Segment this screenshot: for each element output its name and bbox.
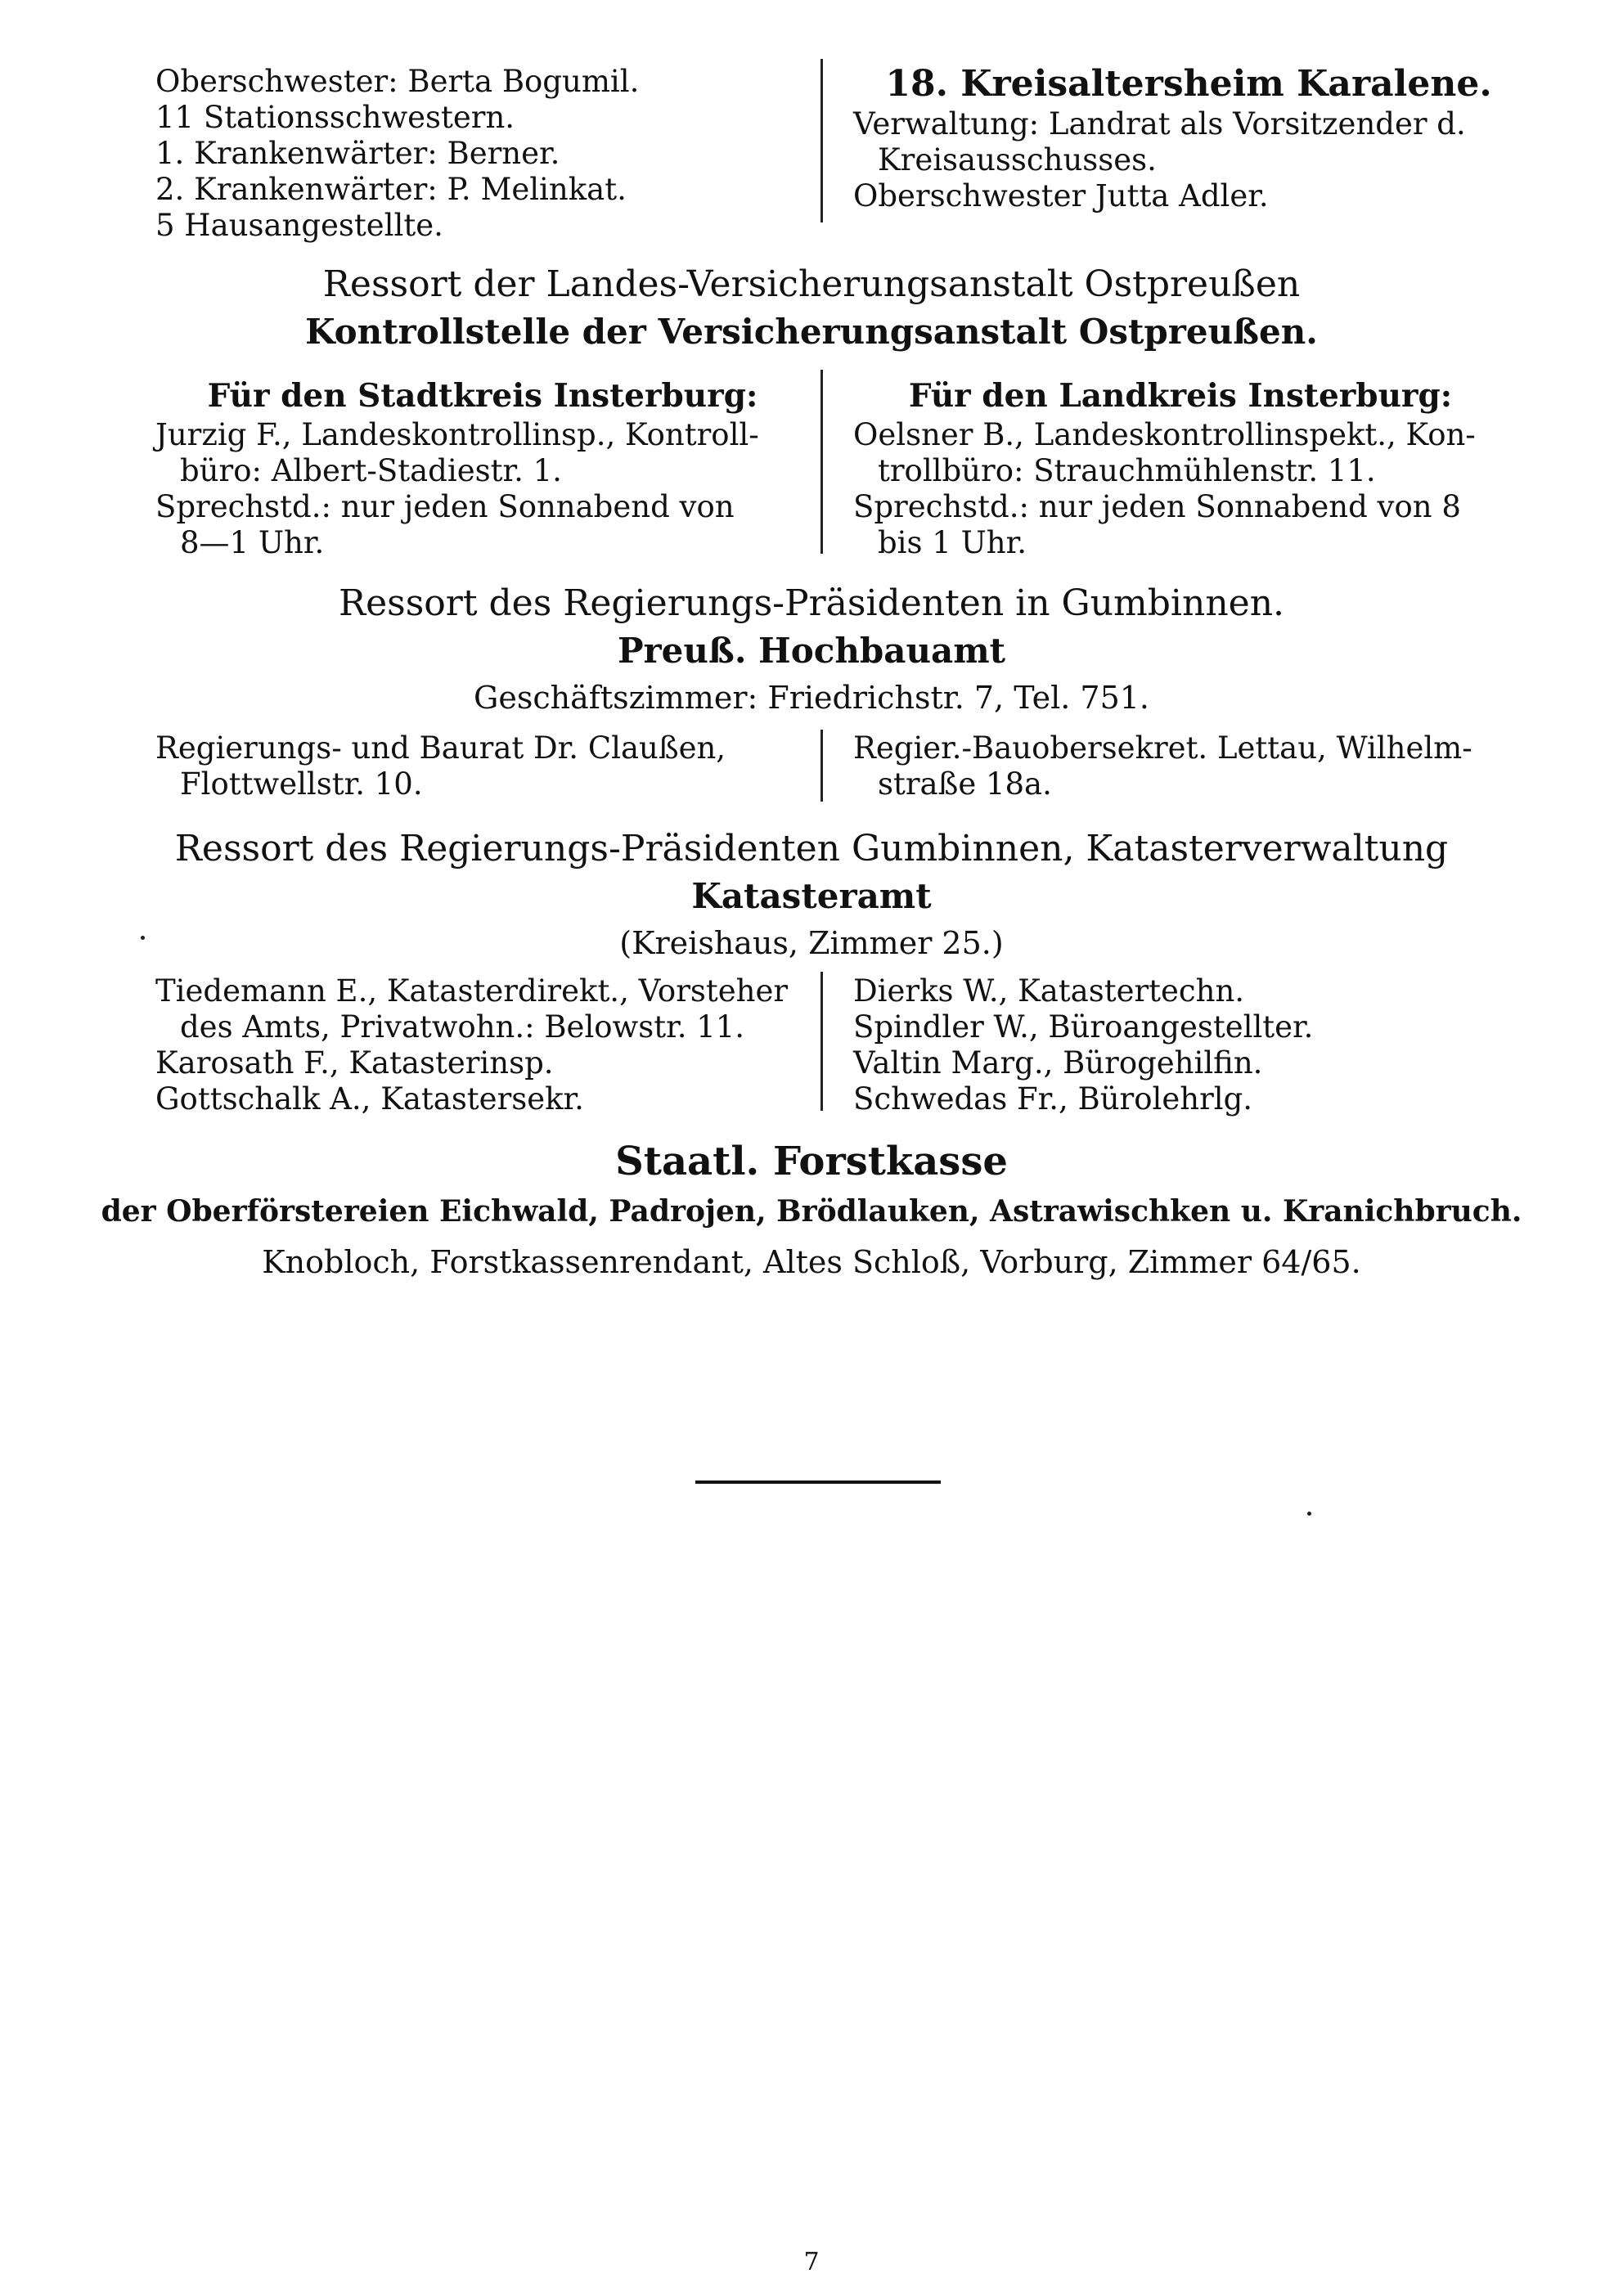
section1-right-heading: Für den Landkreis Insterburg:: [908, 377, 1453, 415]
section2-title: Preuß. Hochbauamt: [617, 631, 1006, 671]
section3-ressort: Ressort des Regierungs-Präsidenten Gumbinnen, Katasterverwaltung: [174, 828, 1449, 869]
section1-left-column: [155, 417, 802, 561]
column-divider: [820, 972, 823, 1111]
section4-line: Knobloch, Forstkassenrendant, Altes Schloß, Vorburg, Zimmer 64/65.: [262, 1244, 1361, 1280]
text-line: Jurzig F., Landeskontrollinsp., Kontroll-: [155, 417, 759, 452]
text-line: 5 Hausangestellte.: [155, 208, 443, 243]
text-line: des Amts, Privatwohn.: Belowstr. 11.: [180, 1009, 745, 1045]
section2-ressort: Ressort des Regierungs-Präsidenten in Gumbinnen.: [338, 582, 1285, 624]
section3-right-column: [853, 973, 1508, 1117]
text-line: straße 18a.: [878, 766, 1052, 802]
text-line: Sprechstd.: nur jeden Sonnabend von: [155, 489, 735, 524]
text-line: Dierks W., Katastertechn.: [853, 973, 1245, 1009]
top-right-column: [853, 62, 1508, 214]
section1-left-heading: Für den Stadtkreis Insterburg:: [207, 377, 758, 415]
section2-right-column: [853, 730, 1508, 802]
text-line: Oberschwester: Berta Bogumil.: [155, 64, 640, 99]
text-line: Spindler W., Büroangestellter.: [853, 1009, 1314, 1045]
text-line: Valtin Marg., Bürogehilfin.: [853, 1045, 1263, 1081]
text-line: Flottwellstr. 10.: [180, 766, 423, 802]
section1-title: Kontrollstelle der Versicherungsanstalt Ostpreußen.: [305, 312, 1318, 352]
text-line: Verwaltung: Landrat als Vorsitzender d.: [853, 106, 1466, 142]
text-line: Kreisausschusses.: [878, 142, 1157, 177]
section1-ressort: Ressort der Landes-Versicherungsanstalt Ostpreußen: [322, 263, 1301, 305]
section1-right-column: [853, 417, 1508, 561]
text-line: 2. Krankenwärter: P. Melinkat.: [155, 172, 627, 207]
section4-sub: der Oberförstereien Eichwald, Padrojen, Brödlauken, Astrawischken u. Kranichbruch.: [101, 1194, 1522, 1229]
text-line: Oberschwester Jutta Adler.: [853, 178, 1269, 213]
text-line: 1. Krankenwärter: Berner.: [155, 136, 560, 171]
section3-left-column: [155, 973, 802, 1117]
text-line: trollbüro: Strauchmühlenstr. 11.: [878, 453, 1376, 488]
karalene-heading: 18. Kreisaltersheim Karalene.: [885, 63, 1492, 105]
scan-speck: [141, 936, 145, 940]
text-line: Karosath F., Katasterinsp.: [155, 1045, 554, 1081]
text-line: Oelsner B., Landeskontrollinspekt., Kon-: [853, 417, 1476, 452]
text-line: 11 Stationsschwestern.: [155, 100, 515, 135]
section3-title: Katasteramt: [691, 876, 932, 916]
section2-sub: Geschäftszimmer: Friedrichstr. 7, Tel. 751.: [474, 680, 1149, 716]
text-line: büro: Albert-Stadiestr. 1.: [180, 453, 562, 488]
closing-rule: [695, 1480, 941, 1484]
text-line: Schwedas Fr., Bürolehrlg.: [853, 1081, 1253, 1117]
section4-title: Staatl. Forstkasse: [615, 1139, 1008, 1184]
text-line: Tiedemann E., Katasterdirekt., Vorsteher: [155, 973, 789, 1009]
text-line: bis 1 Uhr.: [878, 525, 1027, 560]
column-divider: [820, 59, 823, 222]
column-divider: [820, 370, 823, 554]
scan-speck: [1307, 1512, 1311, 1516]
text-line: Regierungs- und Baurat Dr. Claußen,: [155, 730, 726, 766]
text-line: Sprechstd.: nur jeden Sonnabend von 8: [853, 489, 1461, 524]
text-line: Regier.-Bauobersekret. Lettau, Wilhelm-: [853, 730, 1472, 766]
section3-sub: (Kreishaus, Zimmer 25.): [619, 925, 1004, 961]
text-line: 8—1 Uhr.: [180, 525, 325, 560]
top-left-column: [155, 64, 810, 244]
text-line: Gottschalk A., Katastersekr.: [155, 1081, 584, 1117]
page-number: 7: [803, 2248, 820, 2276]
section2-left-column: [155, 730, 802, 802]
column-divider: [820, 730, 823, 802]
